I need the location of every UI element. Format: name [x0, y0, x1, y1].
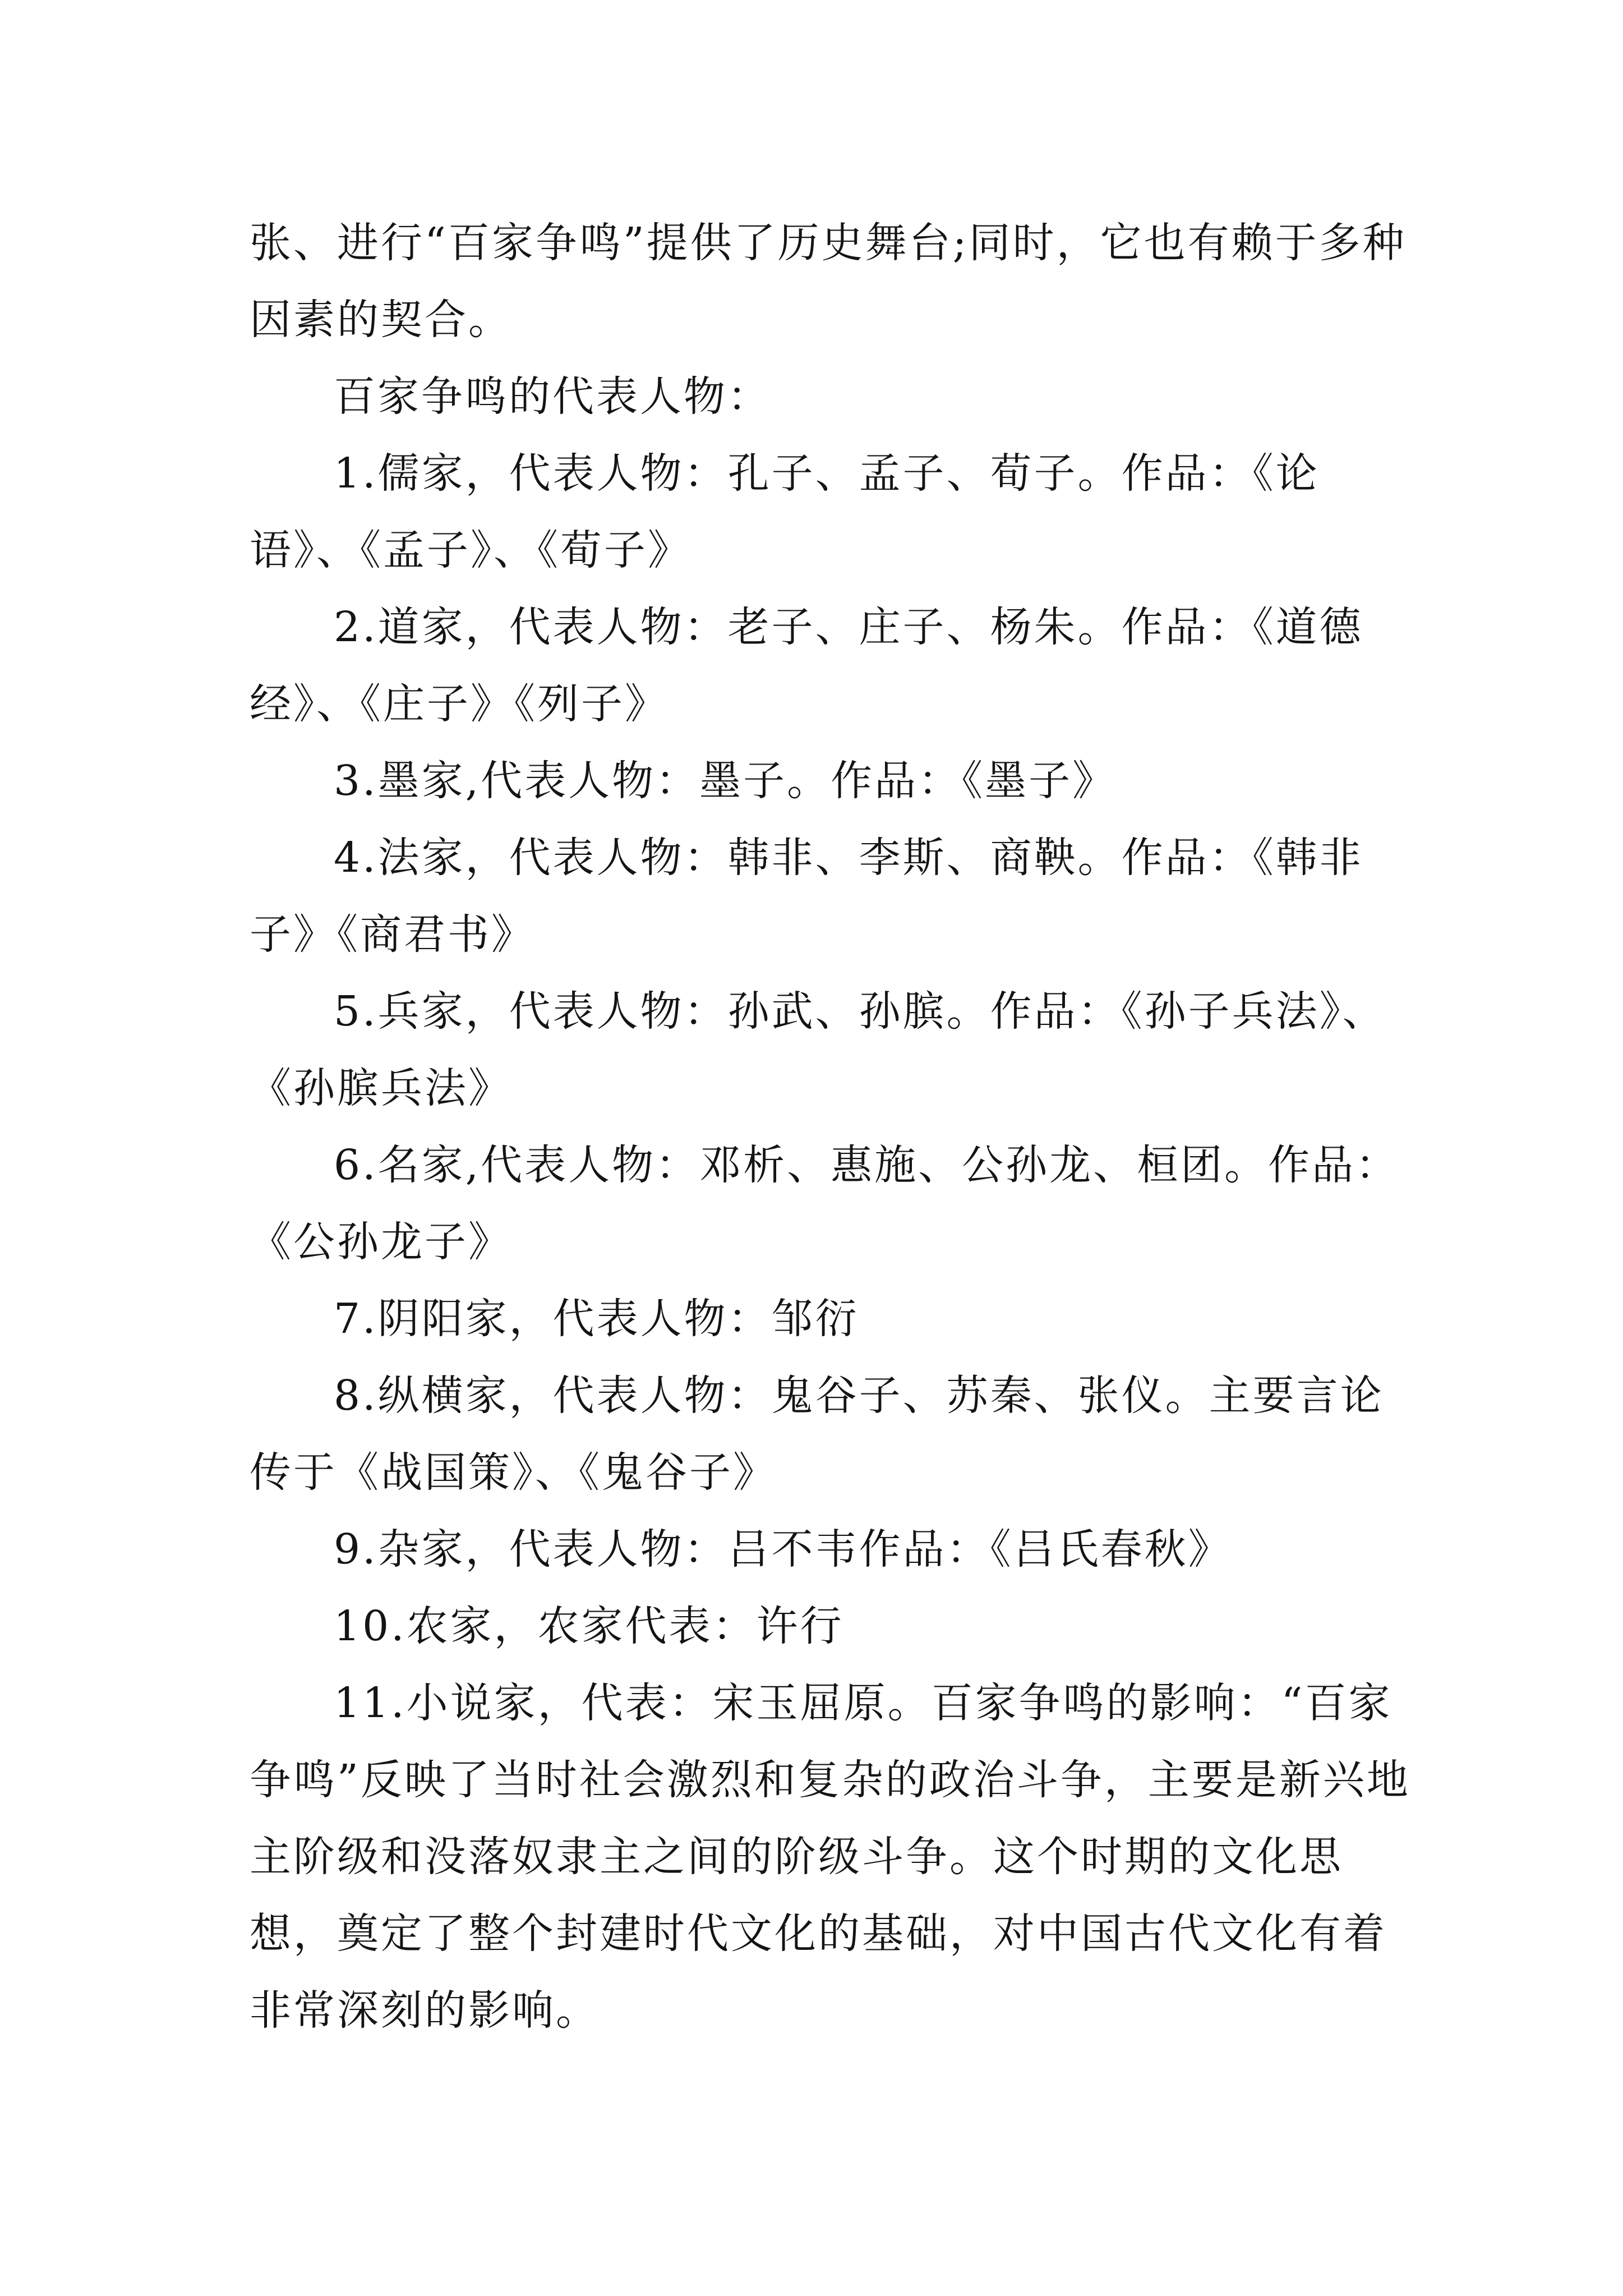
document-body: [250, 205, 1427, 2049]
paragraph-legalism: 4.法家，代表人物：韩非、李斯、商鞅。作品：《韩非子》《商君书》: [250, 834, 1363, 959]
paragraph-continuation: 张、进行“百家争鸣”提供了历史舞台;同时，它也有赖于多种因素的契合。: [250, 219, 1407, 344]
paragraph-yin-yang-school: 7.阴阳家，代表人物：邹衍: [334, 1295, 859, 1343]
paragraph-agriculturalism: 10.农家，农家代表：许行: [334, 1602, 844, 1650]
paragraph-eclectics: 9.杂家，代表人物：吕不韦作品：《吕氏春秋》: [334, 1525, 1232, 1573]
paragraph-novelists-and-influence: 11.小说家，代表：宋玉屈原。百家争鸣的影响：“百家争鸣”反映了当时社会激烈和复杂的政治斗争，主要是新兴地主阶级和没落奴隶主之间的阶级斗争。这个时期的文化思想，奠定了整个封建时代文化的基础，对中国古代文化有着非常深刻的影响。: [250, 1679, 1410, 2035]
paragraph-confucianism: 1.儒家，代表人物：孔子、孟子、荀子。作品：《论语》、《孟子》、《荀子》: [250, 449, 1320, 574]
paragraph-representatives-heading: 百家争鸣的代表人物：: [334, 372, 771, 421]
paragraph-mohism: 3.墨家,代表人物：墨子。作品：《墨子》: [334, 757, 1117, 805]
paragraph-military-school: 5.兵家，代表人物：孙武、孙膑。作品：《孙子兵法》、《孙膑兵法》: [250, 987, 1386, 1112]
paragraph-diplomatists: 8.纵横家，代表人物：鬼谷子、苏秦、张仪。主要言论传于《战国策》、《鬼谷子》: [250, 1372, 1384, 1497]
paragraph-taoism: 2.道家，代表人物：老子、庄子、杨朱。作品：《道德经》、《庄子》《列子》: [250, 603, 1363, 728]
paragraph-school-of-names: 6.名家,代表人物：邓析、惠施、公孙龙、桓团。作品：《公孙龙子》: [250, 1141, 1400, 1266]
